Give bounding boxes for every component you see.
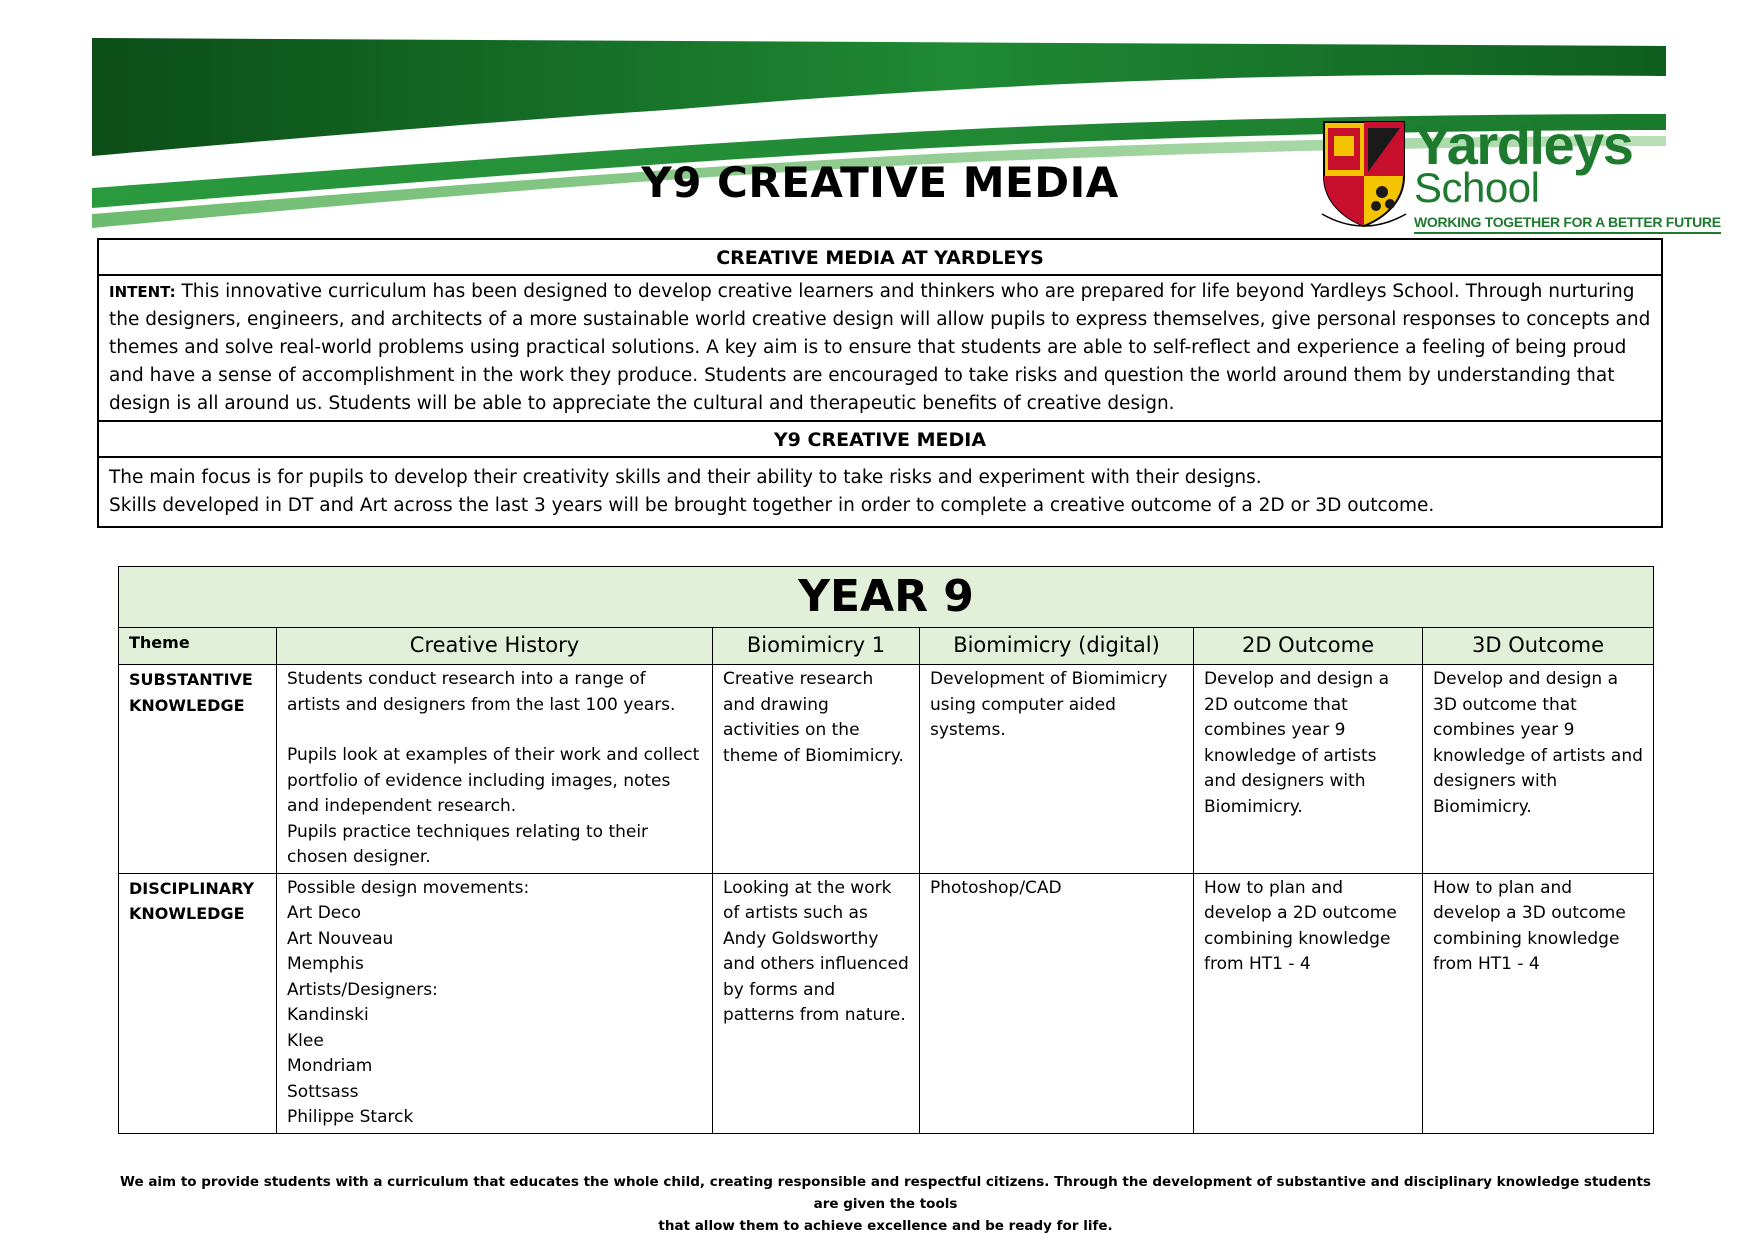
intro-table — [97, 238, 1663, 528]
cell-substantive-creative-history — [277, 665, 713, 874]
cell-substantive-2d-outcome: Develop and design a 2D outcome that combines year 9 knowledge of artists and designers with Biomimicry. — [1194, 665, 1423, 874]
row-label-disciplinary — [119, 873, 277, 1133]
intent-paragraph — [98, 275, 1662, 421]
cell-line: Philippe Starck — [287, 1107, 414, 1127]
row-label-line: DISCIPLINARY — [129, 878, 255, 898]
footer-line-1: We aim to provide students with a curriculum that educates the whole child, creating responsible and respectful citizens. Through the development of substantive and disciplinary knowledge students are given the tools — [120, 1174, 1651, 1212]
year-title: YEAR 9 — [119, 567, 1654, 628]
cell-substantive-biomimicry-digital: Development of Biomimicry using computer aided systems. — [920, 665, 1194, 874]
intro-subheading: Y9 CREATIVE MEDIA — [98, 421, 1662, 457]
cell-disciplinary-biomimicry-1: Looking at the work of artists such as Andy Goldsworthy and others influenced by forms and patterns from nature. — [713, 873, 920, 1133]
intent-label: INTENT: — [109, 283, 176, 301]
cell-line: Sottsass — [287, 1081, 359, 1102]
cell-line: Pupils practice techniques relating to their chosen designer. — [287, 821, 649, 867]
column-header-3d-outcome: 3D Outcome — [1423, 628, 1654, 665]
intent-text: This innovative curriculum has been designed to develop creative learners and thinkers who are prepared for life beyond Yardleys School. Through nurturing the designers, engineers, and architects of a more sustainable world creative design will allow pupils to express themselves, give personal responses to concepts and themes and solve real-world problems using practical solutions. A key aim is to ensure that students are able to self-reflect and experience a feeling of being proud and have a sense of accomplishment in the work they produce. Students are encouraged to take risks and question the world around them by understanding that design is all around us. Students will be able to appreciate the cultural and therapeutic benefits of creative design. — [109, 281, 1651, 414]
cell-line: Pupils look at examples of their work and collect portfolio of evidence including images, notes and independent research. — [287, 745, 700, 816]
table-row — [119, 665, 1654, 874]
cell-disciplinary-biomimicry-digital: Photoshop/CAD — [920, 873, 1194, 1133]
school-crest-icon — [1318, 118, 1410, 230]
cell-line: Kandinski — [287, 1005, 369, 1025]
column-header-creative-history: Creative History — [277, 628, 713, 665]
logo-name-line2: School — [1414, 164, 1540, 211]
year-table — [118, 566, 1654, 1134]
cell-substantive-biomimicry-1: Creative research and drawing activities on the theme of Biomimicry. — [713, 665, 920, 874]
row-label-line: SUBSTANTIVE — [129, 670, 253, 689]
logo-tagline: WORKING TOGETHER FOR A BETTER FUTURE — [1414, 214, 1721, 234]
column-header-biomimicry-digital: Biomimicry (digital) — [920, 628, 1194, 665]
focus-paragraph — [98, 457, 1662, 527]
column-header-biomimicry-1: Biomimicry 1 — [713, 628, 920, 665]
cell-line: Possible design movements: — [287, 877, 530, 898]
page-title: Y9 CREATIVE MEDIA — [641, 158, 1119, 207]
cell-line: Klee — [287, 1030, 324, 1051]
cell-substantive-3d-outcome: Develop and design a 3D outcome that combines year 9 knowledge of artists and designers with Biomimicry. — [1423, 665, 1654, 874]
row-label-line: KNOWLEDGE — [129, 904, 245, 923]
focus-line-1: The main focus is for pupils to develop their creativity skills and their ability to take risks and experiment with their designs. — [109, 467, 1262, 488]
footer-line-2: that allow them to achieve excellence and be ready for life. — [658, 1218, 1113, 1234]
intro-heading: CREATIVE MEDIA AT YARDLEYS — [98, 239, 1662, 275]
theme-header: Theme — [119, 628, 277, 665]
logo-name-line1: Yardleys — [1414, 113, 1633, 176]
cell-disciplinary-creative-history — [277, 873, 713, 1133]
cell-line: Art Deco — [287, 903, 361, 923]
focus-line-2: Skills developed in DT and Art across the last 3 years will be brought together in order to complete a creative outcome of a 2D or 3D outcome. — [109, 495, 1435, 516]
footer-statement — [118, 1171, 1653, 1237]
cell-disciplinary-3d-outcome: How to plan and develop a 3D outcome combining knowledge from HT1 - 4 — [1423, 873, 1654, 1133]
column-header-2d-outcome: 2D Outcome — [1194, 628, 1423, 665]
table-row — [119, 873, 1654, 1133]
school-logo — [1318, 113, 1721, 238]
row-label-line: KNOWLEDGE — [129, 695, 245, 715]
cell-line: Memphis — [287, 954, 364, 974]
cell-disciplinary-2d-outcome: How to plan and develop a 2D outcome combining knowledge from HT1 - 4 — [1194, 873, 1423, 1133]
cell-line: Art Nouveau — [287, 928, 394, 949]
cell-line: Students conduct research into a range of artists and designers from the last 100 years. — [287, 669, 676, 715]
row-label-substantive — [119, 665, 277, 874]
cell-line: Mondriam — [287, 1056, 373, 1076]
cell-line: Artists/Designers: — [287, 979, 438, 1000]
